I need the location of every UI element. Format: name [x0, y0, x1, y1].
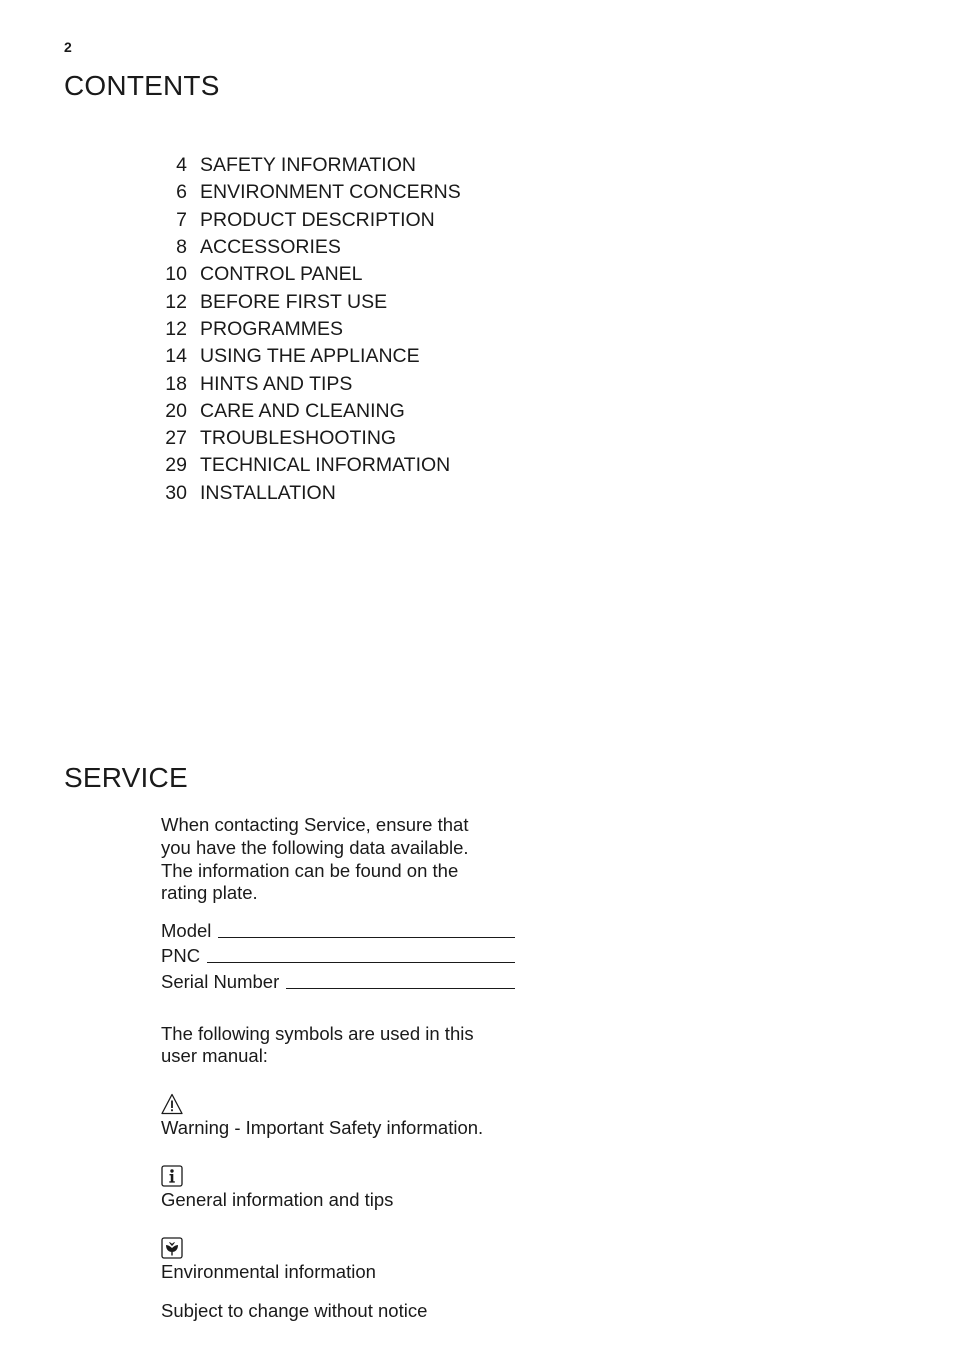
pnc-label: PNC [161, 945, 201, 967]
warning-symbol-text: Warning - Important Safety information. [161, 1117, 484, 1139]
toc-page-number: 7 [176, 208, 187, 231]
page-number: 2 [64, 39, 72, 55]
toc-label: PRODUCT DESCRIPTION [200, 208, 435, 231]
toc-label: CONTROL PANEL [200, 263, 363, 286]
toc-label: BEFORE FIRST USE [200, 290, 388, 313]
toc-page-number: 18 [165, 372, 187, 395]
model-field[interactable] [161, 917, 515, 943]
toc-label: TROUBLESHOOTING [200, 427, 397, 450]
serial-number-blank-line[interactable] [286, 988, 515, 989]
warning-symbol-block [161, 1093, 521, 1140]
info-symbol-block [161, 1165, 521, 1212]
toc-page-number: 12 [165, 317, 187, 340]
toc-page-number: 14 [165, 345, 187, 368]
pnc-field[interactable] [161, 943, 515, 969]
toc-item[interactable] [150, 398, 461, 425]
service-intro-line: When contacting Service, ensure that [161, 814, 469, 835]
symbols-intro-line: user manual: [161, 1045, 268, 1067]
toc-item[interactable] [150, 370, 461, 397]
toc-page-number: 10 [165, 263, 187, 286]
warning-triangle-icon [161, 1093, 183, 1115]
symbols-intro-line: The following symbols are used in this [161, 1022, 474, 1044]
environment-symbol-text: Environmental information [161, 1260, 376, 1282]
toc-item[interactable] [150, 425, 461, 452]
environment-symbol-block [161, 1237, 521, 1284]
toc-label: USING THE APPLIANCE [200, 345, 420, 368]
toc-item[interactable] [150, 234, 461, 261]
toc-label: PROGRAMMES [200, 317, 344, 340]
service-intro-line: you have the following data available. [161, 836, 469, 858]
toc-page-number: 6 [176, 181, 187, 204]
table-of-contents [150, 152, 461, 507]
rating-plate-fields [161, 917, 515, 994]
toc-page-number: 20 [165, 399, 187, 422]
subject-to-change-note: Subject to change without notice [161, 1299, 428, 1321]
toc-page-number: 30 [165, 481, 187, 504]
toc-label: ENVIRONMENT CONCERNS [200, 181, 461, 204]
symbols-intro [161, 1023, 521, 1069]
toc-page-number: 27 [165, 427, 187, 450]
toc-page-number: 12 [165, 290, 187, 313]
toc-item[interactable] [150, 452, 461, 479]
toc-label: CARE AND CLEANING [200, 399, 405, 422]
toc-label: ACCESSORIES [200, 236, 341, 259]
serial-number-field[interactable] [161, 968, 515, 994]
service-section [161, 814, 521, 1322]
toc-item[interactable] [150, 152, 461, 179]
service-title: SERVICE [64, 762, 188, 793]
toc-page-number: 29 [165, 454, 187, 477]
info-symbol-text: General information and tips [161, 1189, 394, 1211]
contents-title: CONTENTS [64, 70, 220, 101]
toc-item[interactable] [150, 261, 461, 288]
toc-item[interactable] [150, 316, 461, 343]
toc-item[interactable] [150, 343, 461, 370]
toc-label: HINTS AND TIPS [200, 372, 353, 395]
toc-label: SAFETY INFORMATION [200, 154, 416, 177]
toc-item[interactable] [150, 480, 461, 507]
pnc-blank-line[interactable] [207, 962, 515, 963]
service-intro-line: rating plate. [161, 882, 258, 904]
environment-icon [161, 1237, 183, 1259]
toc-item[interactable] [150, 288, 461, 315]
serial-number-label: Serial Number [161, 970, 280, 992]
toc-label: INSTALLATION [200, 481, 336, 504]
toc-item[interactable] [150, 207, 461, 234]
info-icon [161, 1165, 183, 1187]
toc-label: TECHNICAL INFORMATION [200, 454, 451, 477]
toc-page-number: 8 [176, 236, 187, 259]
model-blank-line[interactable] [218, 937, 515, 938]
service-intro [161, 814, 521, 905]
service-intro-line: The information can be found on the [161, 859, 459, 881]
model-label: Model [161, 919, 212, 941]
toc-item[interactable] [150, 179, 461, 206]
toc-page-number: 4 [176, 154, 187, 177]
